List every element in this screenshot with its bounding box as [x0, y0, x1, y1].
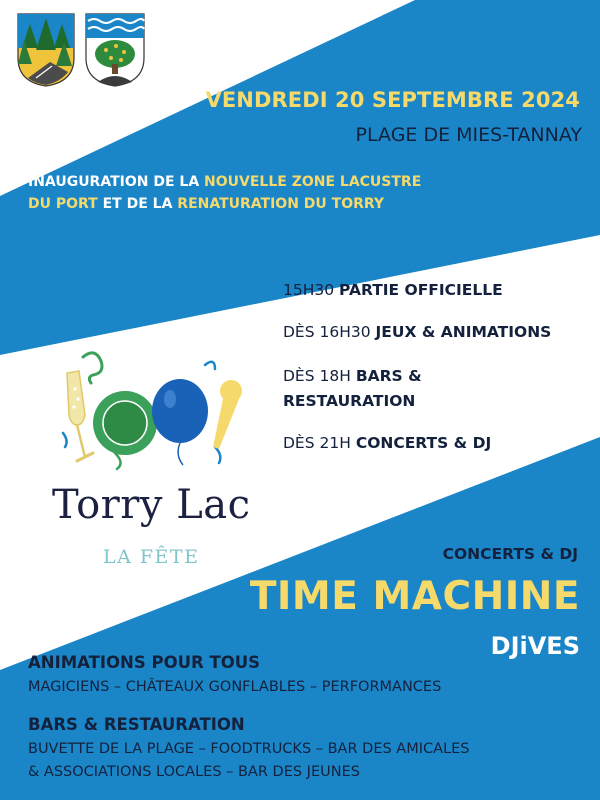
- schedule-time: DÈS 21H: [283, 434, 356, 452]
- microphone-icon: [213, 380, 242, 449]
- section-heading: BARS & RESTAURATION: [28, 715, 245, 734]
- section-text: MAGICIENS – CHÂTEAUX GONFLABLES – PERFORMANCES: [28, 679, 442, 695]
- confetti-icon: [215, 447, 220, 463]
- confetti-icon: [83, 353, 102, 383]
- schedule-item-continued: [283, 392, 415, 410]
- inauguration-line-2: [28, 196, 384, 212]
- event-venue: PLAGE DE MIES-TANNAY: [355, 124, 582, 146]
- schedule-time: 15H30: [283, 281, 340, 299]
- schedule-event: BARS &: [355, 367, 422, 385]
- section-text: & ASSOCIATIONS LOCALES – BAR DES JEUNES: [28, 764, 360, 780]
- tannay-coat-of-arms-icon: [84, 12, 146, 88]
- section-text: BUVETTE DE LA PLAGE – FOODTRUCKS – BAR DES AMICALES: [28, 741, 470, 757]
- mies-coat-of-arms-icon: [16, 12, 76, 88]
- brand-subtitle: LA FÊTE: [103, 546, 200, 568]
- inauguration-text: ET DE LA: [97, 196, 178, 212]
- dj-name: DJiVES: [490, 632, 580, 660]
- schedule-item: [283, 323, 551, 341]
- balloon-icon: [152, 379, 208, 465]
- schedule-event: PARTIE OFFICIELLE: [339, 281, 503, 299]
- confetti-icon: [63, 433, 67, 447]
- schedule-item: [283, 281, 503, 299]
- headliner-name: TIME MACHINE: [249, 574, 580, 619]
- event-date: VENDREDI 20 SEPTEMBRE 2024: [205, 88, 580, 112]
- schedule-event: RESTAURATION: [283, 392, 416, 410]
- inauguration-text: INAUGURATION DE LA: [28, 174, 205, 190]
- schedule-item: [283, 434, 491, 452]
- section-heading: ANIMATIONS POUR TOUS: [28, 653, 261, 672]
- concerts-heading: CONCERTS & DJ: [442, 545, 578, 563]
- confetti-icon: [205, 362, 215, 369]
- inauguration-line-1: [28, 174, 421, 190]
- inauguration-highlight: DU PORT: [28, 196, 98, 212]
- plate-icon: [93, 391, 157, 455]
- brand-name: Torry Lac: [52, 482, 251, 528]
- schedule-item: [283, 367, 422, 385]
- schedule-event: CONCERTS & DJ: [355, 434, 492, 452]
- inauguration-highlight: NOUVELLE ZONE LACUSTRE: [204, 174, 422, 190]
- schedule-event: JEUX & ANIMATIONS: [375, 323, 552, 341]
- torry-lac-logo-illustration: [55, 345, 255, 475]
- inauguration-highlight: RENATURATION DU TORRY: [177, 196, 385, 212]
- schedule-time: DÈS 16H30: [283, 323, 376, 341]
- schedule-time: DÈS 18H: [283, 367, 356, 385]
- champagne-glass-icon: [67, 371, 93, 461]
- confetti-icon: [115, 453, 121, 469]
